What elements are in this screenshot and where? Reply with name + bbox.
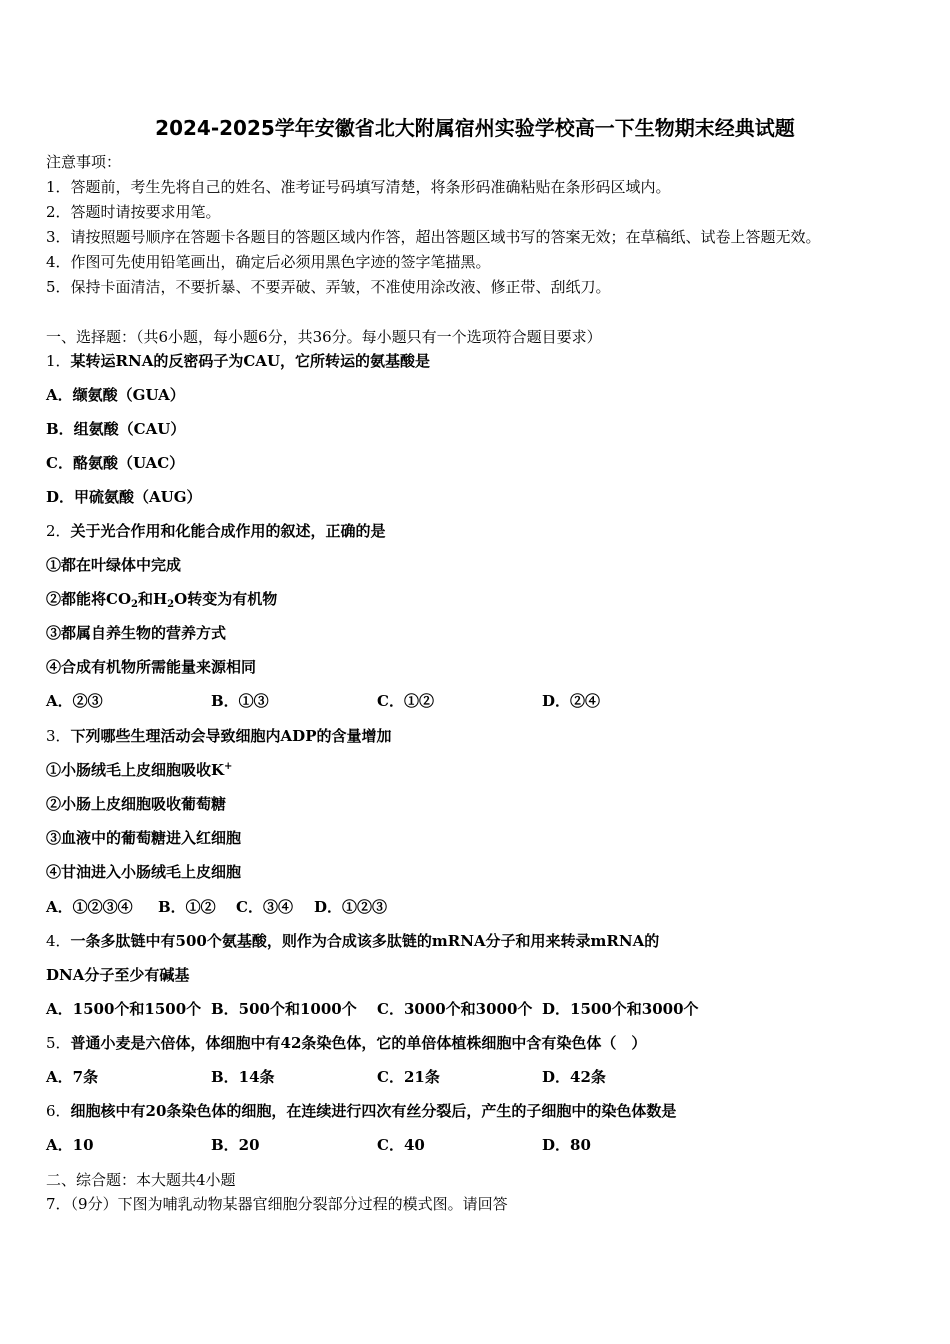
question-number: 3． — [46, 727, 71, 745]
statement-3: ③都属自养生物的营养方式 — [46, 624, 227, 642]
question-number: 1． — [46, 352, 71, 370]
question-4 — [46, 931, 659, 951]
question-number: 7． — [46, 1195, 71, 1213]
notice-item: 4．作图可先使用铅笔画出，确定后必须用黑色字迹的签字笔描黑。 — [46, 253, 491, 271]
question-2 — [46, 521, 386, 541]
option-a: A．①②③④ — [46, 898, 133, 916]
section-heading-comprehensive: 二、综合题：本大题共4小题 — [46, 1171, 236, 1189]
option-b: B．①③ — [211, 692, 269, 710]
option-b: B．14条 — [211, 1068, 275, 1086]
question-7 — [46, 1194, 508, 1214]
statement-2: ②都能将$CO_2$和$H_2O$转变为有机物 — [46, 590, 278, 610]
option-b: B．①② — [158, 898, 216, 916]
question-score: （9分） — [70, 1195, 118, 1213]
question-number: 6． — [46, 1102, 71, 1120]
statement-1: ①小肠绒毛上皮细胞吸收K+ — [46, 761, 233, 779]
question-5 — [46, 1033, 646, 1053]
option-d: D．1500个和3000个 — [542, 1000, 699, 1018]
option-c: C．21条 — [377, 1068, 440, 1086]
option-b: B．组氨酸（CAU） — [46, 420, 186, 438]
notice-item: 1．答题前，考生先将自己的姓名、准考证号码填写清楚，将条形码准确粘贴在条形码区域内。 — [46, 178, 671, 196]
option-a: A．1500个和1500个 — [46, 1000, 202, 1018]
option-d: D．80 — [542, 1136, 591, 1154]
option-d: D．②④ — [542, 692, 601, 710]
statement-4: ④合成有机物所需能量来源相同 — [46, 658, 257, 676]
notice-item: 2．答题时请按要求用笔。 — [46, 203, 221, 221]
option-c: C．酪氨酸（UAC） — [46, 454, 185, 472]
question-stem: 下图为哺乳动物某器官细胞分裂部分过程的模式图。请回答 — [117, 1195, 508, 1213]
question-number: 4． — [46, 932, 71, 950]
option-c: C．③④ — [236, 898, 293, 916]
option-c: C．①② — [377, 692, 434, 710]
notice-item: 3．请按照题号顺序在答题卡各题目的答题区域内作答，超出答题区域书写的答案无效；在草稿纸、试卷上答题无效。 — [46, 228, 821, 246]
page-title: 2024-2025学年安徽省北大附属宿州实验学校高一下生物期末经典试题 — [155, 116, 795, 140]
statement-4: ④甘油进入小肠绒毛上皮细胞 — [46, 863, 242, 881]
option-a: A．7条 — [46, 1068, 99, 1086]
statement-2: ②小肠上皮细胞吸收葡萄糖 — [46, 795, 227, 813]
question-number: 5． — [46, 1034, 71, 1052]
option-c: C．3000个和3000个 — [377, 1000, 533, 1018]
option-b: B．500个和1000个 — [211, 1000, 357, 1018]
option-d: D．42条 — [542, 1068, 606, 1086]
option-a: A．10 — [46, 1136, 94, 1154]
question-4-stem-cont: DNA分子至少有碱基 — [46, 966, 190, 984]
question-number: 2． — [46, 522, 71, 540]
statement-1: ①都在叶绿体中完成 — [46, 556, 182, 574]
question-stem: 下列哪些生理活动会导致细胞内ADP的含量增加 — [70, 727, 392, 745]
question-3 — [46, 726, 391, 746]
option-a: A．②③ — [46, 692, 103, 710]
option-a: A．缬氨酸（GUA） — [46, 386, 185, 404]
question-stem: 关于光合作用和化能合成作用的叙述，正确的是 — [70, 522, 386, 540]
question-stem: 普通小麦是六倍体，体细胞中有42条染色体，它的单倍体植株细胞中含有染色体（ ） — [70, 1034, 647, 1052]
notice-item: 5．保持卡面清洁，不要折暴、不要弄破、弄皱，不准使用涂改液、修正带、刮纸刀。 — [46, 278, 611, 296]
question-stem: 细胞核中有20条染色体的细胞，在连续进行四次有丝分裂后，产生的子细胞中的染色体数是 — [70, 1102, 677, 1120]
question-1 — [46, 351, 430, 371]
option-d: D．甲硫氨酸（AUG） — [46, 488, 202, 506]
notice-heading: 注意事项： — [46, 153, 122, 171]
option-b: B．20 — [211, 1136, 260, 1154]
section-heading-choice: 一、选择题：（共6小题，每小题6分，共36分。每小题只有一个选项符合题目要求） — [46, 328, 602, 346]
option-d: D．①②③ — [314, 898, 388, 916]
option-c: C．40 — [377, 1136, 425, 1154]
statement-3: ③血液中的葡萄糖进入红细胞 — [46, 829, 242, 847]
question-6 — [46, 1101, 676, 1121]
question-stem: 一条多肽链中有500个氨基酸，则作为合成该多肽链的mRNA分子和用来转录mRNA的 — [70, 932, 660, 950]
question-stem: 某转运RNA的反密码子为CAU，它所转运的氨基酸是 — [70, 352, 431, 370]
